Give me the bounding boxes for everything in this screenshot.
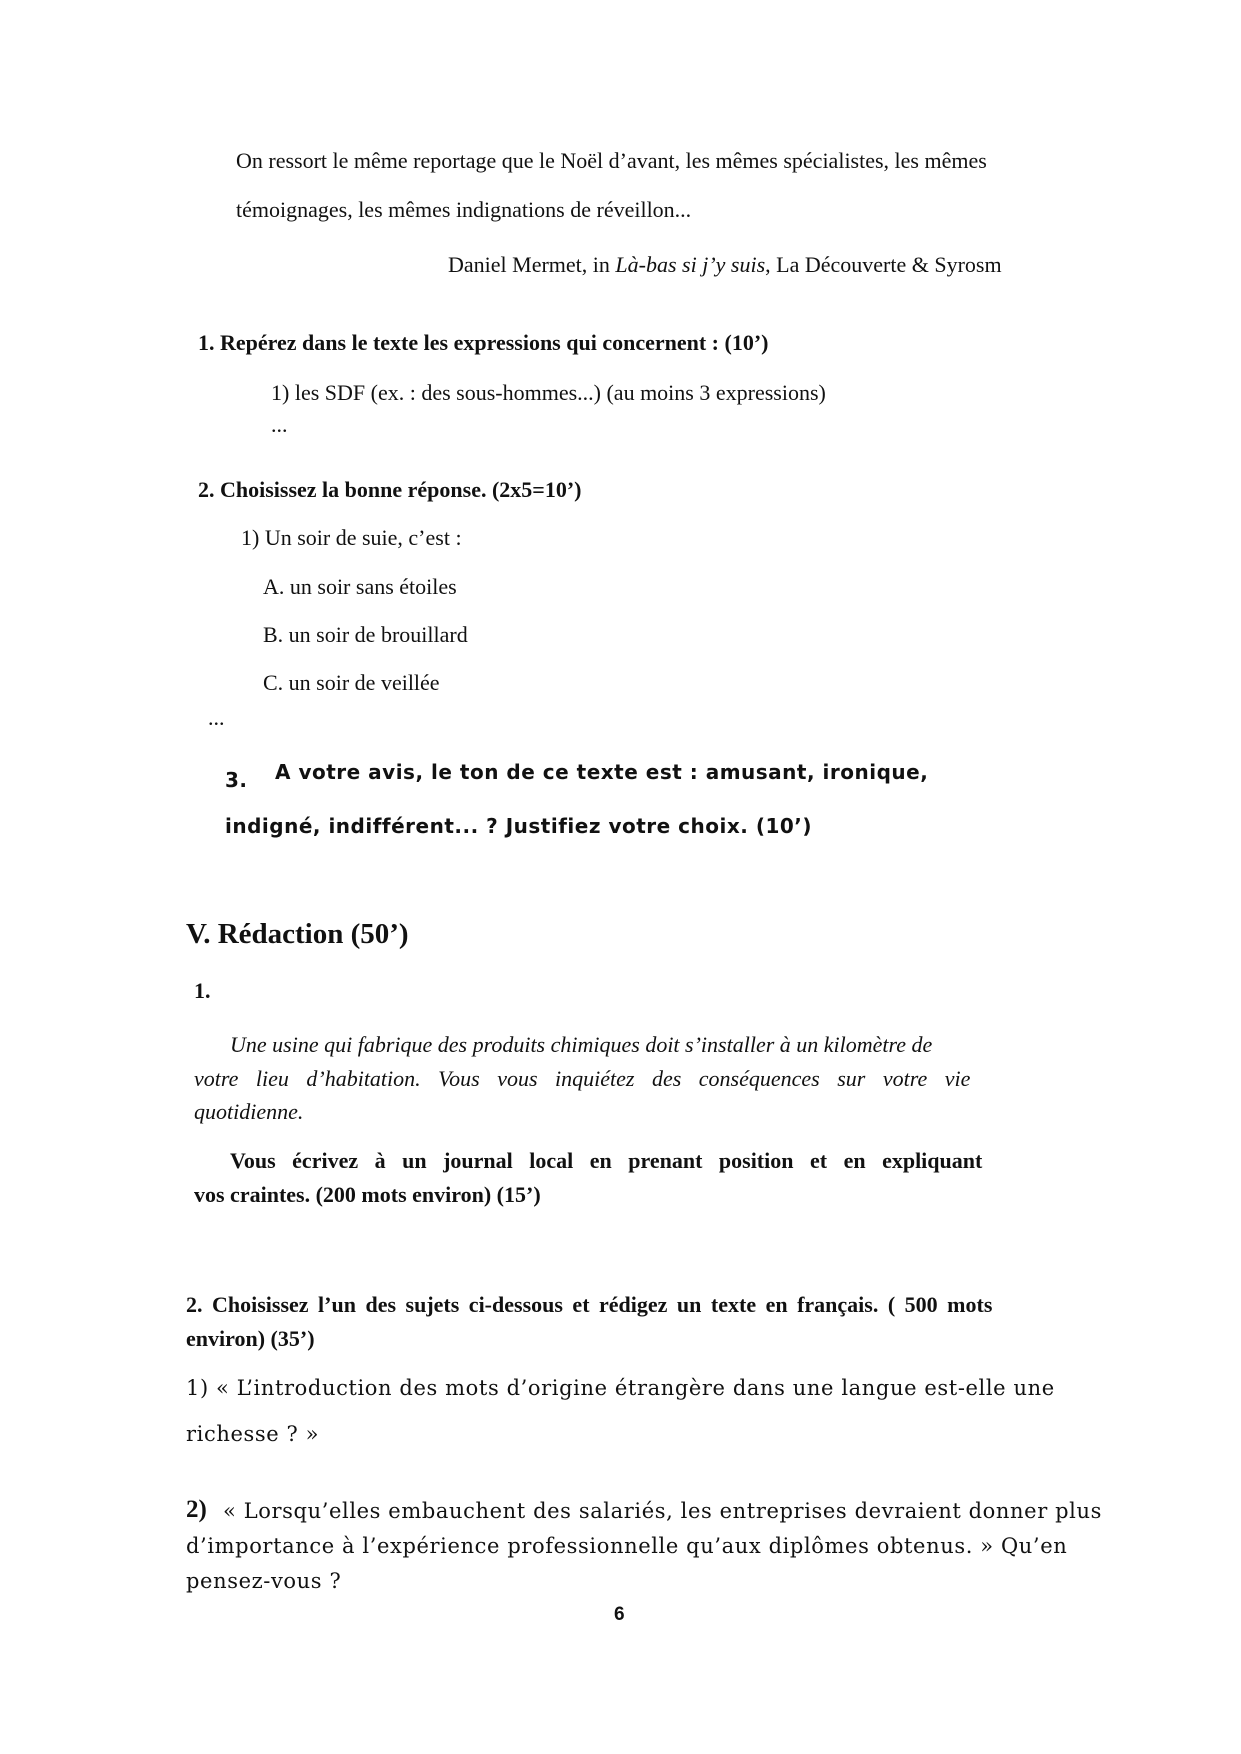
question-2-ellipsis: ... bbox=[208, 705, 225, 730]
prompt-line-3: quotidienne. bbox=[194, 1099, 304, 1124]
question-3-line-1: A votre avis, le ton de ce texte est : amusant, ironique, bbox=[275, 760, 929, 784]
excerpt-line-2: témoignages, les mêmes indignations de réveillon... bbox=[236, 197, 692, 222]
question-3-line-2: indigné, indifférent... ? Justifiez votre choix. (10’) bbox=[225, 814, 813, 838]
option-b: B. un soir de brouillard bbox=[263, 622, 468, 647]
part-1-number: 1. bbox=[194, 978, 211, 1003]
question-3-number: 3. bbox=[225, 768, 248, 792]
task-line-1: Vous écrivez à un journal local en prenant position et en expliquant bbox=[230, 1148, 983, 1173]
part-2-line-1: 2. Choisissez l’un des sujets ci-dessous et rédigez un texte en français. ( 500 mots bbox=[186, 1292, 993, 1317]
task-line-2: vos craintes. (200 mots environ) (15’) bbox=[194, 1182, 541, 1207]
source-author: Daniel Mermet, in bbox=[448, 252, 616, 277]
excerpt-line-1: On ressort le même reportage que le Noël d’avant, les mêmes spécialistes, les mêmes bbox=[236, 148, 987, 173]
part-2-line-2: environ) (35’) bbox=[186, 1326, 315, 1351]
option-c: C. un soir de veillée bbox=[263, 670, 440, 695]
section-v-heading: V. Rédaction (50’) bbox=[186, 918, 409, 950]
page-number: 6 bbox=[614, 1604, 625, 1625]
subject-1-line-1: 1) « L’introduction des mots d’origine étrangère dans une langue est-elle une bbox=[186, 1376, 1055, 1400]
subject-2-number: 2) bbox=[186, 1496, 207, 1523]
option-a: A. un soir sans étoiles bbox=[263, 574, 457, 599]
question-2-title: 2. Choisissez la bonne réponse. (2x5=10’) bbox=[198, 477, 582, 502]
question-1-title: 1. Repérez dans le texte les expressions qui concernent : (10’) bbox=[198, 330, 769, 355]
subject-2-line-3: pensez-vous ? bbox=[186, 1569, 342, 1593]
subject-2-line-2: d’importance à l’expérience professionnelle qu’aux diplômes obtenus. » Qu’en bbox=[186, 1534, 1068, 1558]
question-1-item-1: 1) les SDF (ex. : des sous-hommes...) (au moins 3 expressions) bbox=[271, 380, 826, 405]
prompt-line-2: votre lieu d’habitation. Vous vous inquiétez des conséquences sur votre vie bbox=[194, 1066, 971, 1091]
prompt-line-1: Une usine qui fabrique des produits chimiques doit s’installer à un kilomètre de bbox=[230, 1032, 933, 1057]
excerpt-source bbox=[448, 252, 1002, 278]
question-1-ellipsis: ... bbox=[271, 412, 288, 437]
subject-2-line-1: « Lorsqu’elles embauchent des salariés, les entreprises devraient donner plus bbox=[223, 1499, 1102, 1523]
source-publisher: , La Découverte & Syrosm bbox=[765, 252, 1002, 277]
source-title: Là-bas si j’y suis bbox=[615, 252, 766, 277]
subject-1-line-2: richesse ? » bbox=[186, 1422, 320, 1446]
question-2-item-1: 1) Un soir de suie, c’est : bbox=[241, 525, 462, 550]
